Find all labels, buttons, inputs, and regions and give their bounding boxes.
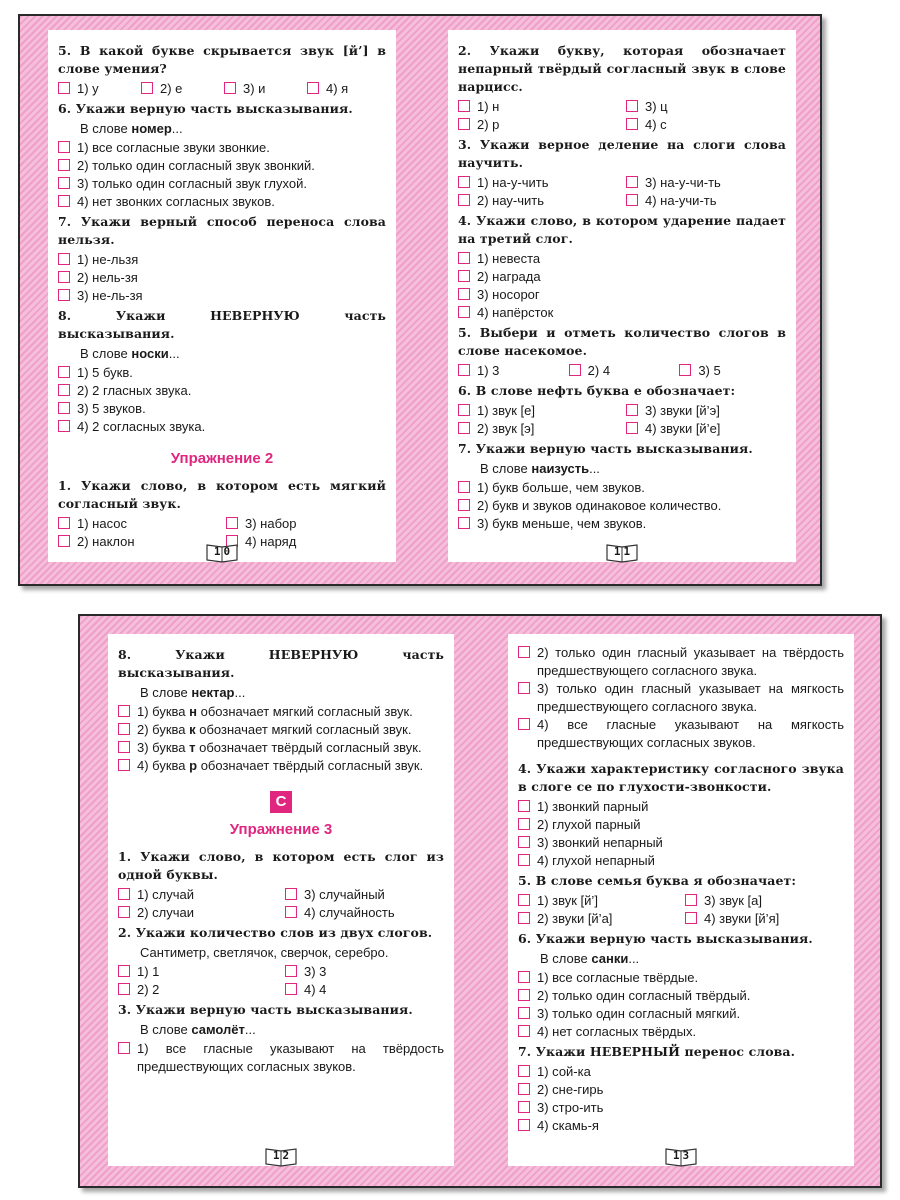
question-2-text: 2. Укажи букву, которая обозначает непарный твёрдый согласный звук в слове нарцисс. (458, 43, 786, 94)
option[interactable]: 1) все согласные твёрдые. (518, 969, 844, 987)
exercise-3-question-2-options (118, 963, 444, 999)
checkbox[interactable] (518, 646, 530, 658)
option[interactable]: 1) случай (118, 886, 277, 904)
checkbox[interactable] (518, 1101, 530, 1113)
option[interactable]: 3) стро-ить (518, 1099, 844, 1117)
exercise-2-question-1-text: 1. Укажи слово, в котором есть мягкий согласный звук. (58, 478, 386, 511)
checkbox[interactable] (685, 894, 697, 906)
checkbox[interactable] (458, 176, 470, 188)
question-8-text: 8. Укажи НЕВЕРНУЮ часть высказывания. (58, 308, 386, 341)
question-7-text: 7. Укажи верный способ переноса слова нельзя. (58, 214, 386, 247)
checkbox[interactable] (458, 252, 470, 264)
option[interactable]: 2) сне-гирь (518, 1081, 844, 1099)
checkbox[interactable] (58, 366, 70, 378)
option[interactable]: 2) нау-чить (458, 192, 618, 210)
page-10 (48, 30, 396, 562)
question-6-text: 6. Укажи верную часть высказывания. (58, 101, 353, 116)
checkbox[interactable] (58, 82, 70, 94)
question-5-text: 5. Выбери и отметь количество слогов в слове насекомое. (458, 325, 786, 358)
checkbox[interactable] (685, 912, 697, 924)
option[interactable]: 2) наклон (58, 533, 218, 551)
option[interactable]: 2) награда (458, 268, 786, 286)
page-11 (448, 30, 796, 562)
option[interactable]: 4) наряд (226, 533, 386, 551)
checkbox[interactable] (458, 100, 470, 112)
option[interactable]: 3) 5 звуков. (58, 400, 386, 418)
checkbox[interactable] (518, 1025, 530, 1037)
option[interactable]: 2) 2 гласных звука. (58, 382, 386, 400)
checkbox[interactable] (626, 100, 638, 112)
option[interactable]: 1) на-у-чить (458, 174, 618, 192)
option[interactable]: 4) напёрсток (458, 304, 786, 322)
checkbox[interactable] (224, 82, 236, 94)
page-number-11: 11 (605, 541, 639, 563)
checkbox[interactable] (58, 289, 70, 301)
checkbox[interactable] (58, 402, 70, 414)
checkbox[interactable] (118, 983, 130, 995)
page-13 (508, 634, 854, 1166)
option[interactable]: 3) только один согласный звук глухой. (58, 175, 386, 193)
option[interactable]: 2) глухой парный (518, 816, 844, 834)
question-3-options (458, 174, 786, 210)
checkbox[interactable] (285, 906, 297, 918)
exercise-3-question-3-text: 3. Укажи верную часть высказывания. (118, 1002, 413, 1017)
checkbox[interactable] (518, 836, 530, 848)
checkbox[interactable] (58, 195, 70, 207)
checkbox[interactable] (307, 82, 319, 94)
checkbox[interactable] (458, 270, 470, 282)
option[interactable]: 2) звуки [й’а] (518, 910, 677, 928)
option[interactable]: 4) нет звонких согласных звуков. (58, 193, 386, 211)
checkbox[interactable] (458, 306, 470, 318)
exercise-2-title: Упражнение 2 (170, 450, 274, 467)
checkbox[interactable] (458, 481, 470, 493)
option[interactable]: 3) набор (226, 515, 386, 533)
checkbox[interactable] (458, 118, 470, 130)
question-6-text: 6. В слове нефть буква е обозначает: (458, 383, 736, 398)
option[interactable]: 1) 5 букв. (58, 364, 386, 382)
checkbox[interactable] (626, 118, 638, 130)
option[interactable]: 2) только один гласный указывает на твёрдость предшествующего согласного звука. (518, 644, 844, 680)
option[interactable]: 4) 4 (285, 981, 444, 999)
option[interactable]: 2) только один согласный звук звонкий. (58, 157, 386, 175)
checkbox[interactable] (518, 912, 530, 924)
option[interactable]: 4) с (626, 116, 786, 134)
question-4-text: 4. Укажи характеристику согласного звука в слоге се по глухости-звонкости. (518, 761, 844, 794)
option[interactable]: 4) 2 согласных звука. (58, 418, 386, 436)
exercise-3-question-3-lead: В слове самолёт... (140, 1022, 256, 1037)
option[interactable]: 1) 1 (118, 963, 277, 981)
option[interactable]: 2) буква к обозначает мягкий согласный звук. (118, 721, 444, 739)
checkbox[interactable] (118, 965, 130, 977)
option[interactable]: 2) 2 (118, 981, 277, 999)
exercise-3-question-1-text: 1. Укажи слово, в котором есть слог из одной буквы. (118, 849, 444, 882)
option[interactable]: 3) 5 (679, 362, 786, 380)
checkbox[interactable] (458, 404, 470, 416)
checkbox[interactable] (518, 1065, 530, 1077)
option[interactable]: 4) все гласные указывают на мягкость предшествующих согласных звуков. (518, 716, 844, 752)
option[interactable]: 1) все согласные звуки звонкие. (58, 139, 386, 157)
checkbox[interactable] (285, 983, 297, 995)
bottom-spread (78, 614, 882, 1188)
checkbox[interactable] (458, 499, 470, 511)
option[interactable]: 3) звонкий непарный (518, 834, 844, 852)
checkbox[interactable] (458, 288, 470, 300)
option[interactable]: 4) скамь-я (518, 1117, 844, 1135)
option[interactable]: 4) звуки [й’я] (685, 910, 844, 928)
option[interactable]: 3) только один согласный мягкий. (518, 1005, 844, 1023)
exercise-3-title: Упражнение 3 (229, 821, 333, 838)
option[interactable]: 1) невеста (458, 250, 786, 268)
option[interactable]: 1) насос (58, 515, 218, 533)
question-2-options (458, 98, 786, 134)
checkbox[interactable] (285, 965, 297, 977)
option[interactable]: 3) случайный (285, 886, 444, 904)
checkbox[interactable] (518, 718, 530, 730)
question-7-lead: В слове наизусть... (480, 461, 600, 476)
option[interactable]: 4) нет согласных твёрдых. (518, 1023, 844, 1041)
option[interactable]: 1) звук [е] (458, 402, 618, 420)
option[interactable]: 3) ц (626, 98, 786, 116)
checkbox[interactable] (58, 141, 70, 153)
option[interactable]: 3) носорог (458, 286, 786, 304)
checkbox[interactable] (58, 535, 70, 547)
question-8-text: 8. Укажи НЕВЕРНУЮ часть высказывания. (118, 647, 444, 680)
checkbox[interactable] (458, 194, 470, 206)
checkbox[interactable] (518, 818, 530, 830)
checkbox[interactable] (518, 854, 530, 866)
option[interactable]: 2) только один согласный твёрдый. (518, 987, 844, 1005)
option[interactable]: 4) глухой непарный (518, 852, 844, 870)
option[interactable]: 1) букв больше, чем звуков. (458, 479, 786, 497)
page-12 (108, 634, 454, 1166)
exercise-3-question-1-options (118, 886, 444, 922)
checkbox[interactable] (518, 800, 530, 812)
checkbox[interactable] (626, 422, 638, 434)
option[interactable]: 2) 4 (569, 362, 676, 380)
option[interactable]: 2) р (458, 116, 618, 134)
checkbox[interactable] (118, 723, 130, 735)
option[interactable]: 1) у (58, 80, 137, 98)
top-spread (18, 14, 822, 586)
checkbox[interactable] (626, 176, 638, 188)
option[interactable]: 1) буква н обозначает мягкий согласный звук. (118, 703, 444, 721)
checkbox[interactable] (458, 422, 470, 434)
option[interactable]: 4) случайность (285, 904, 444, 922)
checkbox[interactable] (518, 682, 530, 694)
option[interactable]: 1) звонкий парный (518, 798, 844, 816)
option[interactable]: 1) сой-ка (518, 1063, 844, 1081)
option[interactable]: 1) не-льзя (58, 251, 386, 269)
option[interactable]: 1) звук [й’] (518, 892, 677, 910)
checkbox[interactable] (58, 517, 70, 529)
question-5-options (458, 362, 786, 380)
question-6-lead: В слове санки... (540, 951, 640, 966)
question-3-text: 3. Укажи верное деление на слоги слова научить. (458, 137, 786, 170)
option[interactable]: 3) звук [а] (685, 892, 844, 910)
checkbox[interactable] (518, 1083, 530, 1095)
option[interactable]: 2) случаи (118, 904, 277, 922)
question-5-text: 5. В слове семья буква я обозначает: (518, 873, 797, 888)
checkbox[interactable] (118, 1042, 130, 1054)
question-6-options (458, 402, 786, 438)
option[interactable]: 2) нель-зя (58, 269, 386, 287)
page-number-13: 13 (664, 1145, 698, 1167)
checkbox[interactable] (118, 906, 130, 918)
option[interactable]: 3) буква т обозначает твёрдый согласный звук. (118, 739, 444, 757)
section-badge: С (270, 791, 292, 813)
checkbox[interactable] (58, 253, 70, 265)
option[interactable]: 3) не-ль-зя (58, 287, 386, 305)
page-number-12: 12 (264, 1145, 298, 1167)
page-number-10: 10 (205, 541, 239, 563)
question-7-text: 7. Укажи НЕВЕРНЫЙ перенос слова. (518, 1044, 796, 1059)
question-8-lead: В слове нектар... (140, 685, 246, 700)
option[interactable]: 3) звуки [й’э] (626, 402, 786, 420)
checkbox[interactable] (118, 888, 130, 900)
option[interactable]: 1) 3 (458, 362, 565, 380)
option[interactable]: 2) е (141, 80, 220, 98)
option[interactable]: 4) я (307, 80, 386, 98)
checkbox[interactable] (569, 364, 581, 376)
checkbox[interactable] (518, 989, 530, 1001)
option[interactable]: 2) звук [э] (458, 420, 618, 438)
checkbox[interactable] (58, 271, 70, 283)
checkbox[interactable] (285, 888, 297, 900)
option[interactable]: 3) на-у-чи-ть (626, 174, 786, 192)
option[interactable]: 3) 3 (285, 963, 444, 981)
option[interactable]: 2) букв и звуков одинаковое количество. (458, 497, 786, 515)
checkbox[interactable] (58, 384, 70, 396)
checkbox[interactable] (58, 177, 70, 189)
exercise-3-question-2-text: 2. Укажи количество слов из двух слогов. (118, 925, 433, 940)
option[interactable]: 1) все гласные указывают на твёрдость предшествующих согласных звуков. (118, 1040, 444, 1076)
checkbox[interactable] (518, 894, 530, 906)
checkbox[interactable] (518, 971, 530, 983)
option[interactable]: 3) букв меньше, чем звуков. (458, 515, 786, 533)
question-7-text: 7. Укажи верную часть высказывания. (458, 441, 753, 456)
checkbox[interactable] (626, 194, 638, 206)
option[interactable]: 3) только один гласный указывает на мягкость предшествующего согласного звука. (518, 680, 844, 716)
checkbox[interactable] (118, 741, 130, 753)
question-6-text: 6. Укажи верную часть высказывания. (518, 931, 813, 946)
exercise-3-question-2-lead: Сантиметр, светлячок, сверчок, серебро. (140, 945, 389, 960)
checkbox[interactable] (458, 517, 470, 529)
checkbox[interactable] (679, 364, 691, 376)
question-5-options (518, 892, 844, 928)
question-5-options (58, 80, 386, 98)
option[interactable]: 4) звуки [й’е] (626, 420, 786, 438)
option[interactable]: 1) н (458, 98, 618, 116)
checkbox[interactable] (141, 82, 153, 94)
checkbox[interactable] (458, 364, 470, 376)
checkbox[interactable] (58, 159, 70, 171)
checkbox[interactable] (518, 1119, 530, 1131)
checkbox[interactable] (58, 420, 70, 432)
question-4-text: 4. Укажи слово, в котором ударение падает на третий слог. (458, 213, 786, 246)
checkbox[interactable] (118, 759, 130, 771)
checkbox[interactable] (226, 517, 238, 529)
checkbox[interactable] (118, 705, 130, 717)
option[interactable]: 3) и (224, 80, 303, 98)
option[interactable]: 4) буква р обозначает твёрдый согласный звук. (118, 757, 444, 775)
option[interactable]: 4) на-учи-ть (626, 192, 786, 210)
question-5-text: 5. В какой букве скрывается звук [й’] в слове умения? (58, 43, 386, 76)
question-6-lead: В слове номер... (80, 121, 183, 136)
question-8-lead: В слове носки... (80, 346, 180, 361)
checkbox[interactable] (518, 1007, 530, 1019)
checkbox[interactable] (626, 404, 638, 416)
